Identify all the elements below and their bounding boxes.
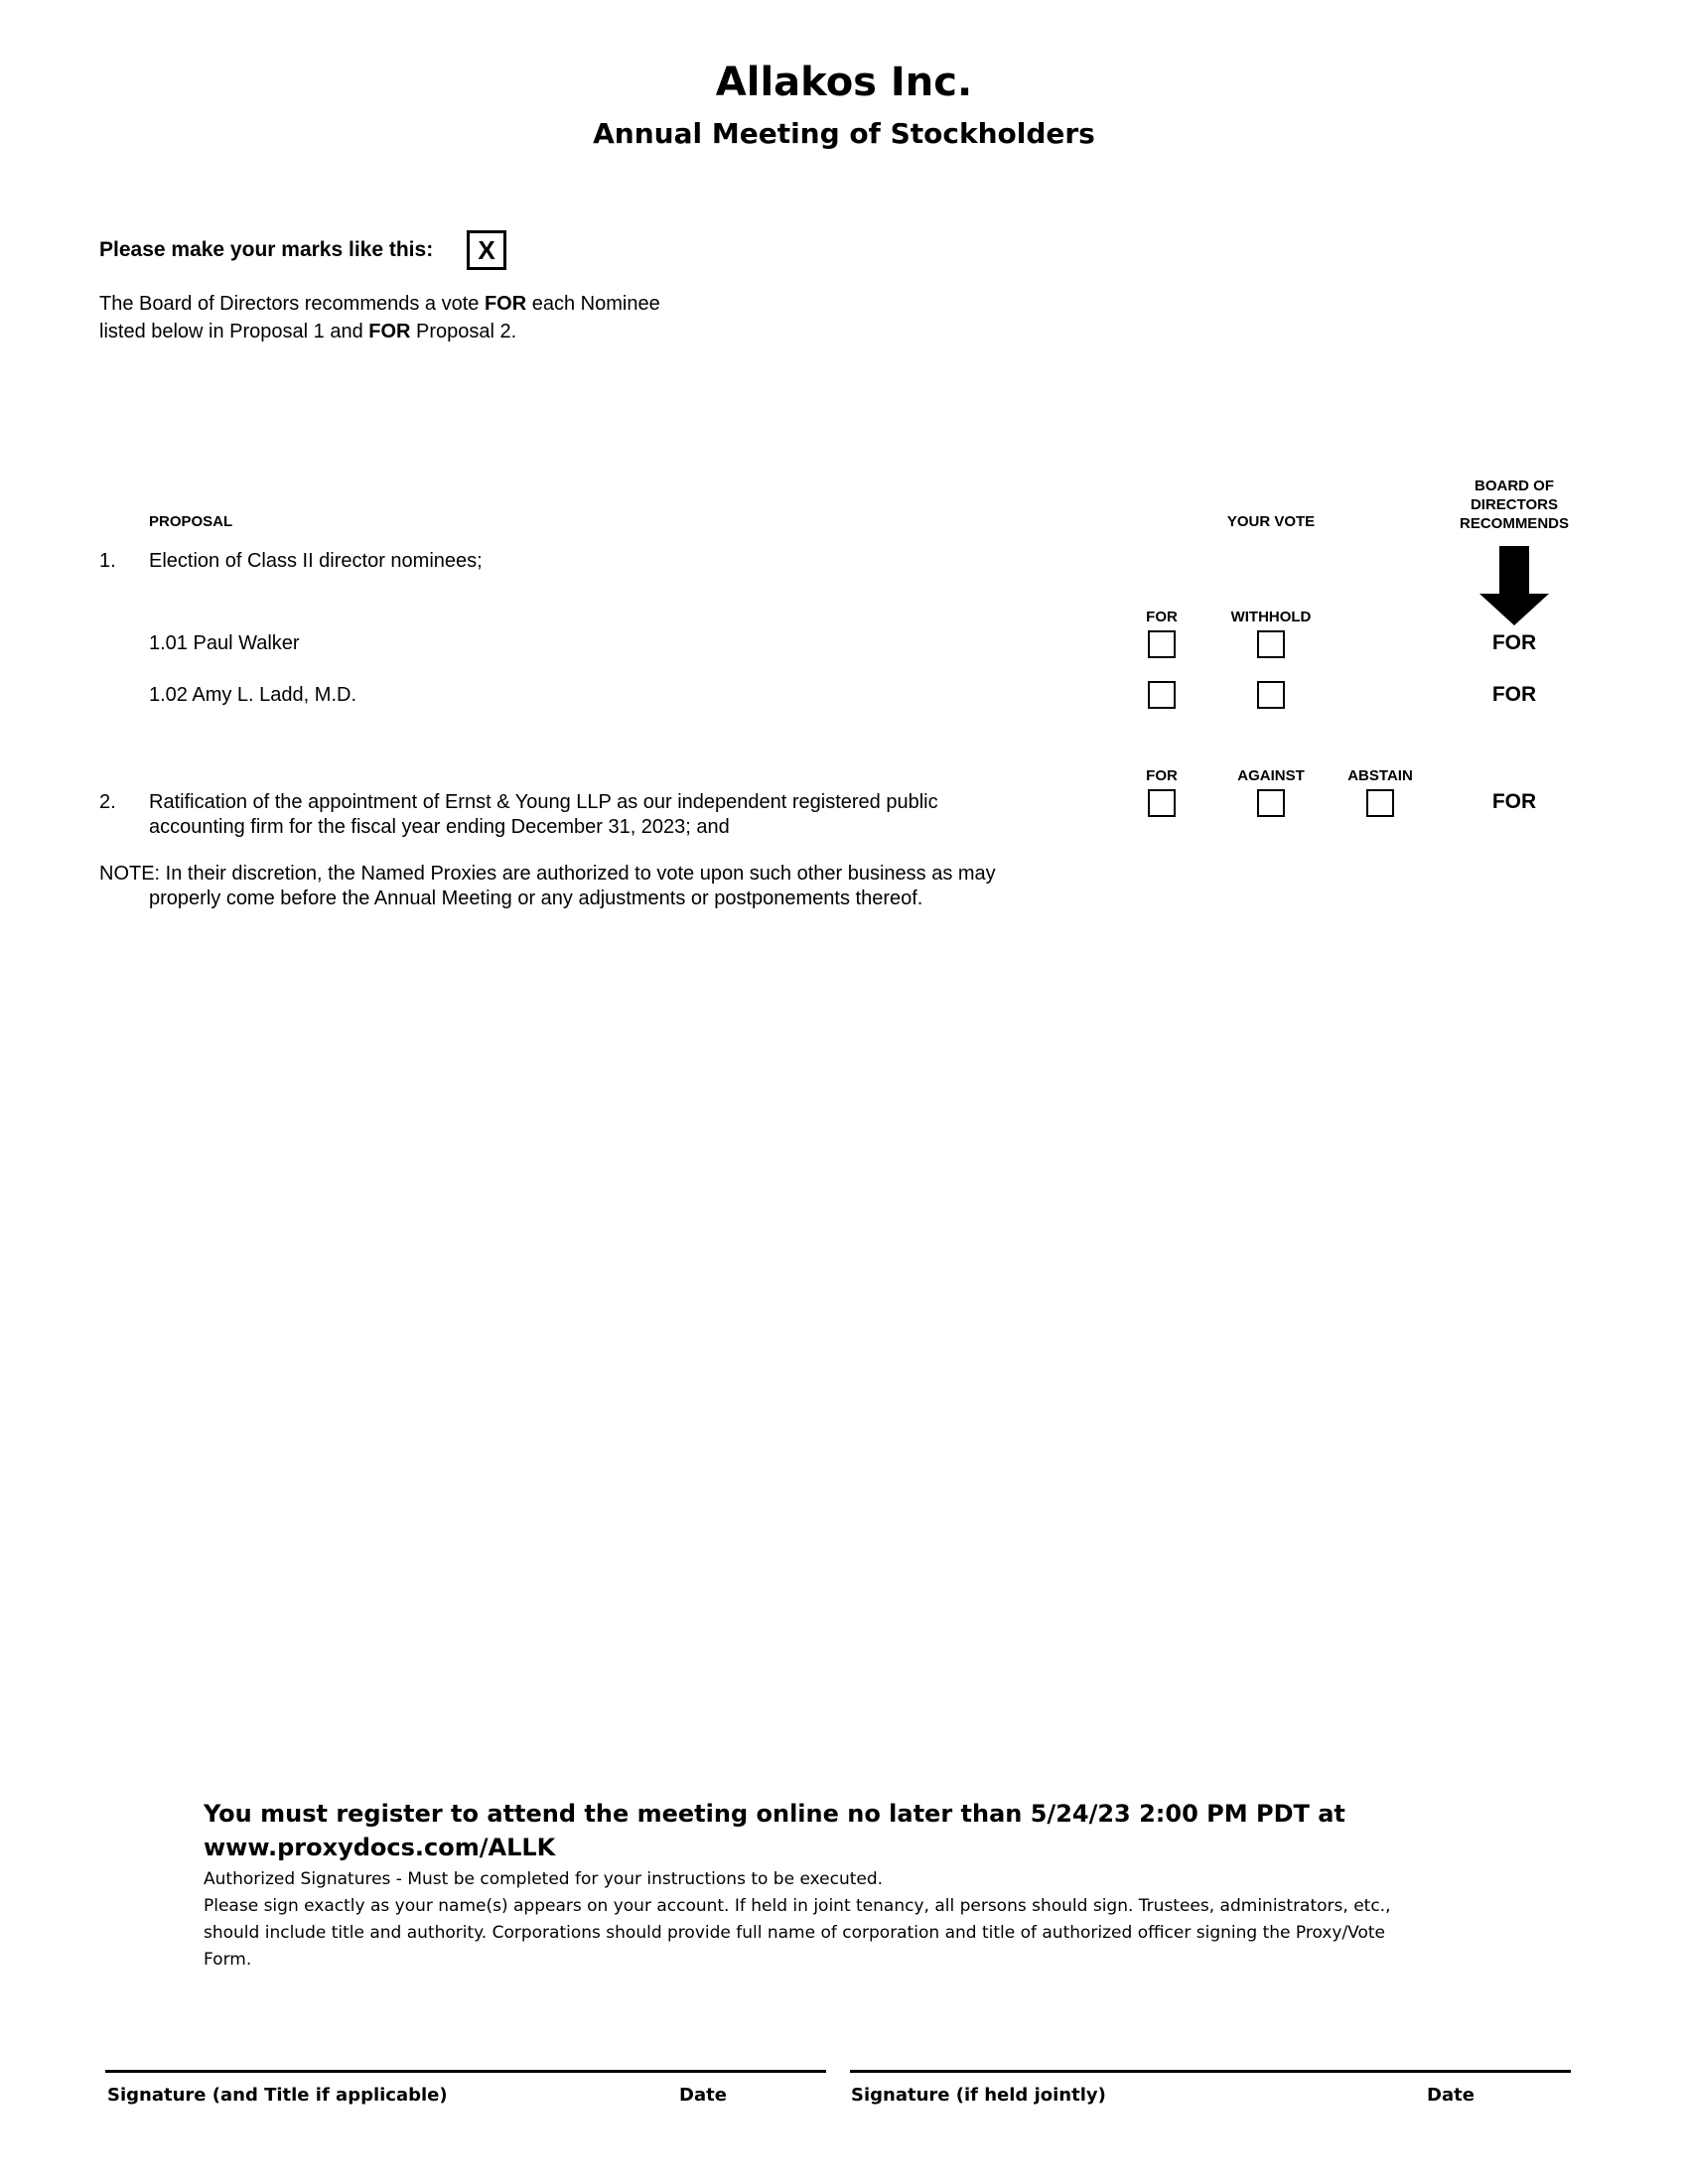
rec-text: Proposal 2.	[410, 321, 517, 342]
nominee-1-board-recommendation: FOR	[1491, 631, 1537, 654]
p2-for-col-header: FOR	[1146, 767, 1178, 784]
note-line: NOTE: In their discretion, the Named Proxies are authorized to vote upon such other business as may	[99, 863, 996, 885]
marks-instruction: Please make your marks like this:	[99, 238, 434, 261]
nominee-2-withhold-checkbox[interactable]	[1257, 681, 1285, 709]
rec-emph: FOR	[484, 293, 527, 315]
signature-line-2[interactable]	[850, 2070, 1571, 2073]
p1-for-col-header: FOR	[1146, 609, 1178, 625]
your-vote-header: YOUR VOTE	[1226, 513, 1316, 530]
date-1-label: Date	[679, 2085, 727, 2106]
rec-emph: FOR	[368, 321, 411, 342]
registration-notice: You must register to attend the meeting online no later than 5/24/23 2:00 PM PDT at	[204, 1800, 1345, 1828]
board-recommends-header	[1430, 477, 1599, 533]
board-recommendation-text	[99, 290, 660, 345]
page-title: Allakos Inc.	[715, 60, 973, 105]
proposal-1-number: 1.	[99, 550, 116, 572]
proposal-2-line: Ratification of the appointment of Ernst & Young LLP as our independent registered public	[149, 791, 938, 813]
proposal-2-for-checkbox[interactable]	[1148, 789, 1176, 817]
date-2-label: Date	[1427, 2085, 1475, 2106]
down-arrow-icon	[1477, 546, 1551, 627]
proposal-2-against-checkbox[interactable]	[1257, 789, 1285, 817]
authorized-signatures-text: Authorized Signatures - Must be completed for your instructions to be executed.	[204, 1869, 884, 1889]
rec-text: listed below in Proposal 1 and	[99, 321, 369, 342]
signing-instructions-line: Form.	[204, 1950, 252, 1970]
signing-instructions-line: should include title and authority. Corporations should provide full name of corporation and title of authorized officer signing the Proxy/Vote	[204, 1923, 1386, 1943]
proposal-2-text	[149, 790, 938, 840]
proposal-2-abstain-checkbox[interactable]	[1366, 789, 1394, 817]
signature-2-label: Signature (if held jointly)	[851, 2085, 1106, 2106]
registration-url: www.proxydocs.com/ALLK	[204, 1834, 556, 1861]
registration-block	[204, 1797, 1534, 1974]
signature-1-label: Signature (and Title if applicable)	[107, 2085, 448, 2106]
board-header-line: BOARD OF	[1475, 478, 1554, 494]
proposal-2-number: 2.	[99, 791, 116, 813]
nominee-2-for-checkbox[interactable]	[1148, 681, 1176, 709]
board-header-line: RECOMMENDS	[1459, 515, 1569, 532]
nominee-1-label: 1.01 Paul Walker	[149, 632, 300, 654]
board-header-line: DIRECTORS	[1470, 496, 1559, 513]
signature-line-1[interactable]	[105, 2070, 826, 2073]
note-line: properly come before the Annual Meeting or any adjustments or postponements thereof.	[149, 887, 923, 909]
proposal-header: PROPOSAL	[149, 513, 233, 530]
p2-abstain-col-header: ABSTAIN	[1347, 767, 1413, 784]
nominee-1-withhold-checkbox[interactable]	[1257, 630, 1285, 658]
note-text	[99, 862, 996, 911]
proposal-2-board-recommendation: FOR	[1491, 790, 1537, 813]
p1-withhold-col-header: WITHHOLD	[1230, 609, 1312, 625]
nominee-2-board-recommendation: FOR	[1491, 683, 1537, 706]
p2-against-col-header: AGAINST	[1237, 767, 1305, 784]
rec-text: each Nominee	[526, 293, 660, 315]
mark-example-box: X	[467, 230, 506, 270]
signing-instructions-line: Please sign exactly as your name(s) appears on your account. If held in joint tenancy, all persons should sign. Trustees, administrators, etc.,	[204, 1896, 1391, 1916]
rec-text: The Board of Directors recommends a vote	[99, 293, 485, 315]
nominee-2-label: 1.02 Amy L. Ladd, M.D.	[149, 684, 356, 706]
proposal-1-text: Election of Class II director nominees;	[149, 550, 483, 572]
proposal-2-line: accounting firm for the fiscal year ending December 31, 2023; and	[149, 816, 730, 838]
page-subtitle: Annual Meeting of Stockholders	[593, 117, 1095, 150]
nominee-1-for-checkbox[interactable]	[1148, 630, 1176, 658]
